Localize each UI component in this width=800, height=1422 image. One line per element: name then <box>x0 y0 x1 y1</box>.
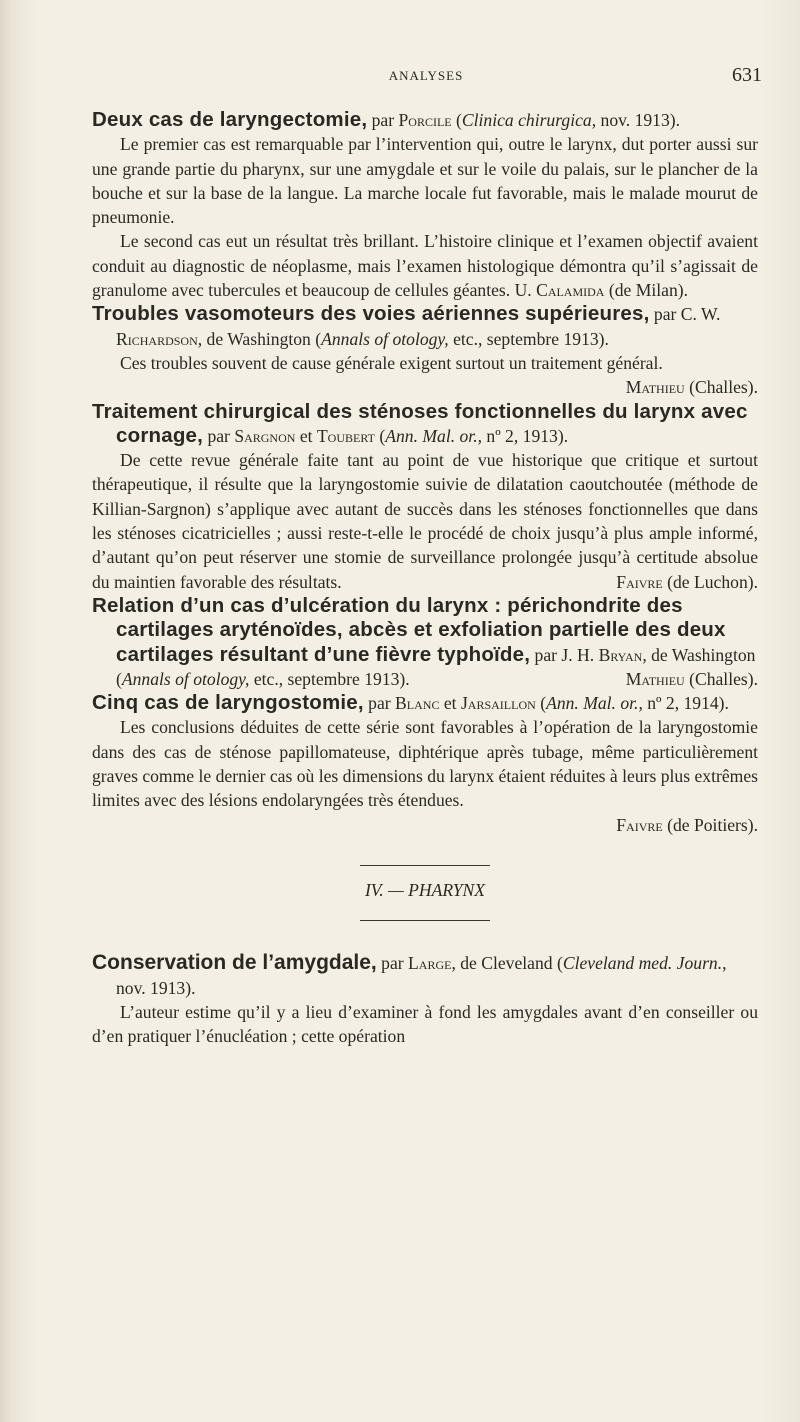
author-name: Sargnon <box>234 425 296 446</box>
reviewer-signature: Mathieu (Challes). <box>625 668 758 689</box>
article-heading: Troubles vasomoteurs des voies aériennes supérieures, par C. W. Richardson, de Washington (Annals of otology, etc., septembre 1913). <box>92 302 721 349</box>
article-heading: Traitement chirurgical des sténoses fonctionnelles du larynx avec cornage, par Sargnon et Toubert (Ann. Mal. or., nº 2, 1913). <box>92 399 748 447</box>
author-name: Bryan <box>598 644 643 665</box>
article-entry <box>92 108 758 302</box>
running-title: ANALYSES <box>388 68 464 83</box>
article-paragraph: Le second cas eut un résultat très brillant. L’histoire clinique et l’examen objectif avaient conduit au diagnostic de néoplasme, mais l’examen histologique démontra qu’il s’agissait de granulome avec tubercules et beaucoup de cellules géantes. U. Calamida (de Milan). <box>92 231 758 301</box>
author-name: Porcile <box>398 110 452 130</box>
article-title: Conservation de l’amygdale, <box>92 951 377 975</box>
article-entry <box>92 691 758 837</box>
article-title: Traitement chirurgical des sténoses fonctionnelles du larynx avec cornage, <box>92 399 748 447</box>
article-title: Deux cas de laryngectomie, <box>92 108 368 131</box>
article-heading: Relation d’un cas d’ulcération du larynx : périchondrite des cartilages aryténoïdes, abcès et exfoliation partielle des deux cartilages résultant d’une fièvre typhoïde, par J. H. Bryan, de Washington (Annals of otology, etc., septembre 1913). Mathieu (Challes). <box>92 594 758 691</box>
article-paragraph: Le premier cas est remarquable par l’intervention qui, outre le larynx, dut porter aussi sur une grande partie du pharynx, sur une amygdale et sur le voile du palais, sur le plancher de la bouche et sur la base de la langue. La marche locale fut favorable, mais le malade mourut de pneumonie. <box>92 134 758 228</box>
section-divider <box>360 920 490 921</box>
article-title: Troubles vasomoteurs des voies aériennes supérieures, <box>92 302 650 326</box>
author-name: Richardson <box>116 328 198 349</box>
article-heading: Cinq cas de laryngostomie, par Blanc et Jarsaillon (Ann. Mal. or., nº 2, 1914). <box>92 691 729 715</box>
author-name: Toubert <box>316 425 375 446</box>
article-heading: Deux cas de laryngectomie, par Porcile (Clinica chirurgica, nov. 1913). <box>92 108 681 131</box>
article-entry <box>92 400 758 594</box>
reviewer-signature: Faivre (de Poitiers). <box>616 814 758 835</box>
author-name: Large <box>408 953 452 974</box>
article-title: Relation d’un cas d’ulcération du larynx : périchondrite des cartilages aryténoïdes, abcès et exfoliation partielle des deux cartilages résultant d’une fièvre typhoïde, <box>92 593 726 666</box>
reviewer-signature: Mathieu (Challes). <box>625 377 758 398</box>
page-header <box>90 62 762 92</box>
article-entry <box>92 302 758 399</box>
article-heading: Conservation de l’amygdale, par Large, de Cleveland (Cleveland med. Journ., nov. 1913). <box>92 951 727 998</box>
article-paragraph: L’auteur estime qu’il y a lieu d’examiner à fond les amygdales avant d’en conseiller ou d’en pratiquer l’énucléation ; cette opération <box>92 1001 758 1047</box>
article-entry <box>92 951 758 1048</box>
article-column <box>92 108 758 1048</box>
reviewer-signature: Faivre (de Luchon). <box>616 571 758 592</box>
journal-source: Annals of otology, <box>121 668 250 689</box>
section-divider <box>360 865 490 866</box>
article-paragraph: De cette revue générale faite tant au point de vue historique que critique et surtout thérapeutique, il résulte que la laryngostomie suivie de dilatation caoutchoutée (méthode de Killian-Sargnon) s’applique avec autant de succès dans les sténoses fonctionnelles que dans les sténoses cicatricielles ; aussi reste-t-elle le procédé de choix jusqu’à plus ample informé, d’autant qu’on peut réserver une stomie de surveillance prolongée jusqu’à certitude absolue du maintien favorable des résultats. Faivre (de Luchon). <box>92 448 758 594</box>
journal-source: Clinica chirurgica, <box>461 110 597 130</box>
section-heading: IV. — PHARYNX <box>364 879 486 900</box>
article-title: Cinq cas de laryngostomie, <box>92 691 364 715</box>
author-name: Blanc <box>395 693 440 714</box>
article-entry <box>92 594 758 691</box>
article-paragraph: Ces troubles souvent de cause générale exigent surtout un traitement général. Mathieu (Challes). <box>92 351 758 400</box>
journal-source: Ann. Mal. or., <box>385 425 482 446</box>
author-name: Jarsaillon <box>460 693 536 714</box>
journal-source: Annals of otology, <box>321 328 449 349</box>
page-number: 631 <box>732 64 762 86</box>
article-paragraph: Les conclusions déduites de cette série sont favorables à l’opération de la laryngostomie dans des cas de sténose papillomateuse, diphtérique après tubage, même particulièrement graves comme le dernier cas où les dimensions du larynx étaient réduites à leurs plus extrêmes limites avec des lésions endolaryngées très étendues. <box>92 717 758 811</box>
journal-source: Ann. Mal. or., <box>546 693 643 714</box>
reviewer-signature: U. Calamida (de Milan). <box>514 280 689 301</box>
journal-source: Cleveland med. Journ., <box>562 953 727 974</box>
